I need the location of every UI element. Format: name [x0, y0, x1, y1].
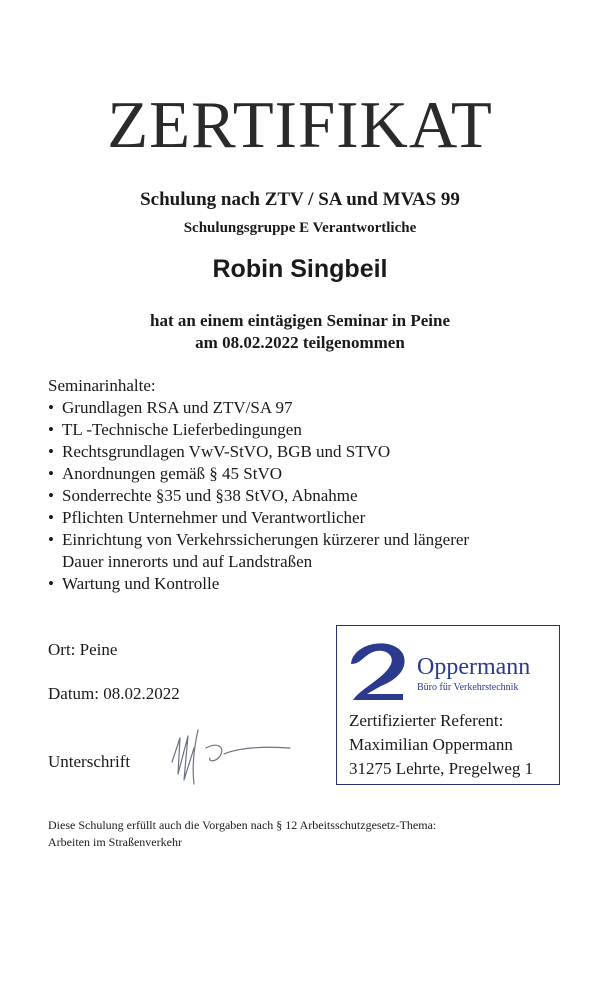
signature-label: Unterschrift [48, 752, 131, 771]
oppermann-logo-icon [347, 634, 409, 702]
contents-list [48, 397, 568, 595]
bullet-icon: • [48, 464, 54, 483]
list-item-text: Einrichtung von Verkehrssicherungen kürzerer und längerer [62, 530, 470, 549]
certificate-subtitle: Schulung nach ZTV / SA und MVAS 99 [140, 189, 460, 210]
list-item [48, 419, 568, 441]
referent-address: 31275 Lehrte, Pregelweg 1 [349, 759, 534, 778]
training-group: Schulungsgruppe E Verantwortliche [183, 220, 417, 236]
list-item [48, 441, 568, 463]
brand-name: Oppermann [417, 654, 531, 680]
attendance-line-1: hat an einem eintägigen Seminar in Peine [149, 311, 450, 330]
legal-footer [48, 817, 568, 851]
referent-box [336, 625, 560, 785]
list-item-text: Pflichten Unternehmer und Verantwortlicher [62, 508, 366, 527]
bullet-icon: • [48, 398, 54, 417]
list-item-text: Sonderrechte §35 und §38 StVO, Abnahme [62, 486, 358, 505]
list-item [48, 507, 568, 529]
list-item-text: TL -Technische Lieferbedingungen [62, 420, 302, 439]
participant-name: Robin Singbeil [212, 255, 388, 283]
list-item-continuation: Dauer innerorts und auf Landstraßen [62, 552, 313, 571]
bullet-icon: • [48, 486, 54, 505]
footer-line-2: Arbeiten im Straßenverkehr [48, 835, 182, 849]
bullet-icon: • [48, 574, 54, 593]
bullet-icon: • [48, 508, 54, 527]
location: Ort: Peine [48, 640, 118, 659]
contents-heading: Seminarinhalte: [48, 376, 156, 395]
date: Datum: 08.02.2022 [48, 684, 180, 703]
list-item [48, 485, 568, 507]
bullet-icon: • [48, 442, 54, 461]
list-item [48, 573, 568, 595]
attendance-statement [0, 310, 600, 354]
attendance-line-2: am 08.02.2022 teilgenommen [195, 333, 405, 352]
list-item-text: Rechtsgrundlagen VwV-StVO, BGB und STVO [62, 442, 391, 461]
list-item [48, 397, 568, 419]
seminar-contents [48, 375, 568, 595]
list-item [48, 463, 568, 485]
referent-role: Zertifizierter Referent: [349, 711, 504, 730]
referent-details [349, 709, 533, 781]
list-item-text: Wartung und Kontrolle [62, 574, 220, 593]
list-item [48, 529, 568, 573]
footer-line-1: Diese Schulung erfüllt auch die Vorgaben nach § 12 Arbeitsschutzgesetz-Thema: [48, 818, 437, 832]
referent-name: Maximilian Oppermann [349, 735, 513, 754]
brand-subtitle: Büro für Verkehrstechnik [417, 682, 519, 693]
list-item-text: Grundlagen RSA und ZTV/SA 97 [62, 398, 293, 417]
bullet-icon: • [48, 530, 54, 549]
certificate-title: ZERTIFIKAT [107, 88, 493, 162]
list-item-text: Anordnungen gemäß § 45 StVO [62, 464, 283, 483]
bullet-icon: • [48, 420, 54, 439]
signature-icon [158, 718, 298, 798]
